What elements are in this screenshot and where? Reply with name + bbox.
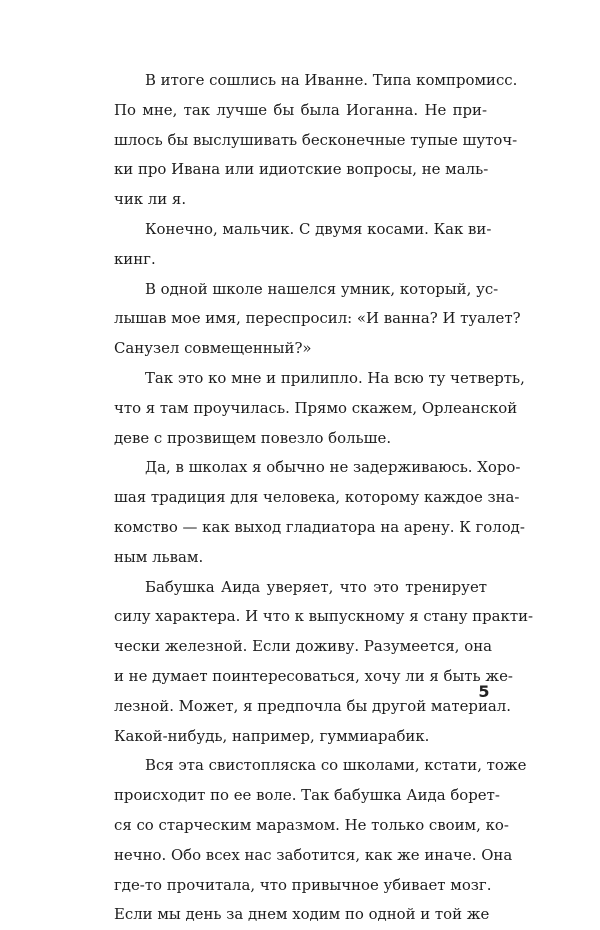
- text-line: чески железной. Если доживу. Разумеется, она: [114, 637, 493, 656]
- text-line: Конечно, мальчик. С двумя косами. Как ви-: [145, 219, 492, 238]
- text-line: Санузел совмещенный?»: [114, 339, 312, 358]
- body-text: [114, 66, 534, 930]
- page-number: 5: [478, 682, 490, 701]
- text-line: что я там проучилась. Прямо скажем, Орлеанской: [114, 398, 518, 417]
- text-line: где-то прочитала, что привычное убивает мозг.: [114, 875, 492, 894]
- text-line: В итоге сошлись на Иванне. Типа компромисс.: [145, 71, 518, 89]
- text-line: В одной школе нашелся умник, который, ус-: [145, 279, 499, 298]
- text-line: ся со старческим маразмом. Не только своим, ко-: [114, 815, 509, 834]
- text-line: лезной. Может, я предпочла бы другой материал.: [114, 696, 511, 715]
- text-line: шлось бы выслушивать бесконечные тупые шуточ-: [114, 130, 518, 149]
- text-line: По мне, так лучше бы была Иоганна. Не при-: [114, 100, 487, 119]
- text-line: Да, в школах я обычно не задерживаюсь. Хоро-: [145, 458, 521, 477]
- text-line: Какой-нибудь, например, гуммиарабик.: [114, 726, 430, 745]
- text-line: Так это ко мне и прилипло. На всю ту четверть,: [145, 368, 525, 387]
- text-line: нечно. Обо всех нас заботится, как же иначе. Она: [114, 845, 513, 864]
- text-line: ки про Ивана или идиотские вопросы, не маль-: [114, 160, 489, 179]
- text-line: Вся эта свистопляска со школами, кстати, тоже: [145, 756, 527, 775]
- text-line: и не думает поинтересоваться, хочу ли я быть же-: [114, 666, 513, 685]
- text-line: чик ли я.: [114, 190, 187, 209]
- text-line: комство — как выход гладиатора на арену. К голод-: [114, 517, 525, 536]
- text-line: шая традиция для человека, которому каждое зна-: [114, 488, 520, 507]
- text-line: кинг.: [114, 249, 156, 268]
- text-line: происходит по ее воле. Так бабушка Аида борет-: [114, 786, 500, 805]
- text-line: Если мы день за днем ходим по одной и той же: [114, 905, 490, 924]
- text-line: лышав мое имя, переспросил: «И ванна? И туалет?: [114, 309, 521, 328]
- text-line: силу характера. И что к выпускному я стану практи-: [114, 607, 534, 626]
- text-line: Бабушка Аида уверяет, что это тренирует: [145, 577, 487, 596]
- text-line: ным львам.: [114, 547, 204, 566]
- text-line: деве с прозвищем повезло больше.: [114, 428, 392, 447]
